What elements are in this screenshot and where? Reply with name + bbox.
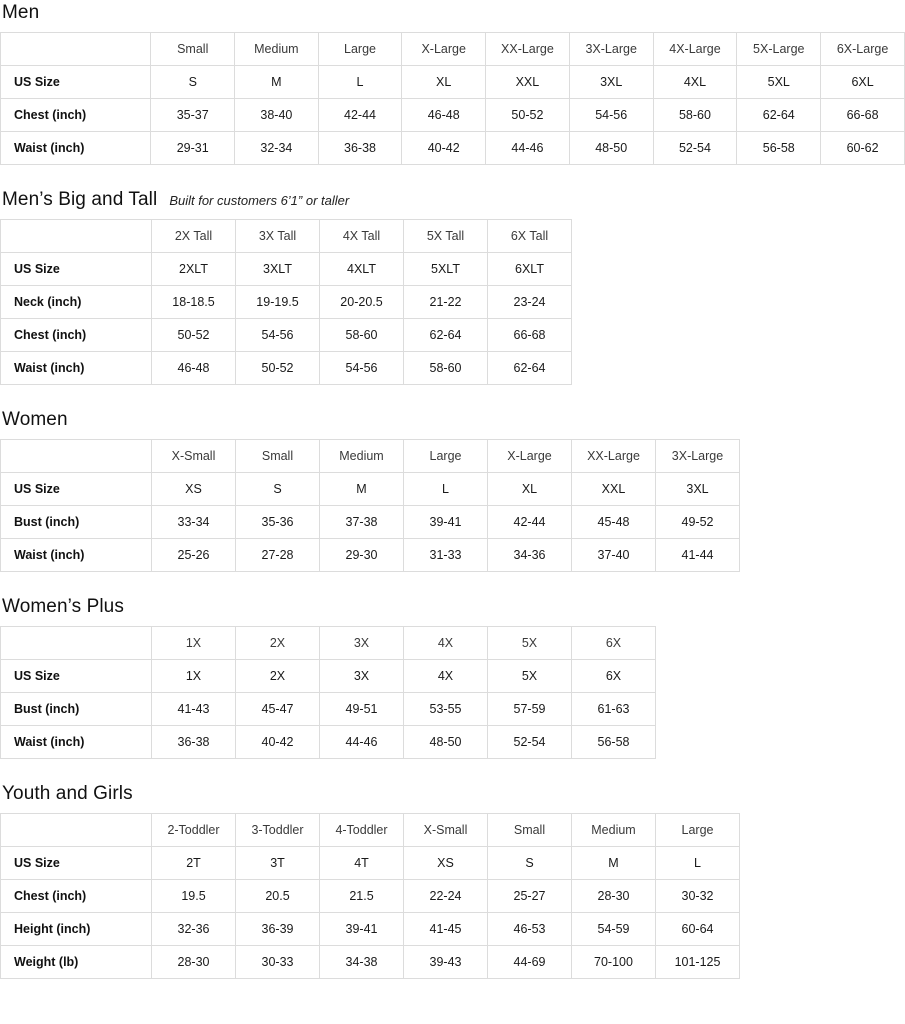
size-table: [0, 813, 740, 979]
measurement-cell: 28-30: [152, 946, 236, 979]
measurement-cell: 54-56: [236, 319, 320, 352]
measurement-cell: XL: [402, 66, 486, 99]
measurement-cell: L: [656, 847, 740, 880]
table-row: [1, 352, 572, 385]
row-header: Height (inch): [1, 913, 152, 946]
measurement-cell: 37-40: [572, 539, 656, 572]
column-header: 2X: [236, 627, 320, 660]
table-row: [1, 847, 740, 880]
measurement-cell: 33-34: [152, 506, 236, 539]
measurement-cell: 46-48: [152, 352, 236, 385]
measurement-cell: 22-24: [404, 880, 488, 913]
row-header: US Size: [1, 253, 152, 286]
table-header-row: [1, 220, 572, 253]
measurement-cell: 27-28: [236, 539, 320, 572]
measurement-cell: 3XL: [569, 66, 653, 99]
measurement-cell: 34-38: [320, 946, 404, 979]
measurement-cell: 44-69: [488, 946, 572, 979]
measurement-cell: 62-64: [737, 99, 821, 132]
measurement-cell: 58-60: [653, 99, 737, 132]
table-row: [1, 253, 572, 286]
column-header: 3X Tall: [236, 220, 320, 253]
measurement-cell: 4XL: [653, 66, 737, 99]
column-header: 3X: [320, 627, 404, 660]
measurement-cell: 29-31: [151, 132, 235, 165]
measurement-cell: 62-64: [404, 319, 488, 352]
table-corner-cell: [1, 627, 152, 660]
row-header: US Size: [1, 660, 152, 693]
measurement-cell: 5X: [488, 660, 572, 693]
column-header: 6X Tall: [488, 220, 572, 253]
measurement-cell: 32-36: [152, 913, 236, 946]
measurement-cell: 5XL: [737, 66, 821, 99]
measurement-cell: 66-68: [821, 99, 905, 132]
table-header-row: [1, 627, 656, 660]
column-header: 1X: [152, 627, 236, 660]
table-row: [1, 693, 656, 726]
column-header: 3-Toddler: [236, 814, 320, 847]
measurement-cell: 2X: [236, 660, 320, 693]
measurement-cell: 19-19.5: [236, 286, 320, 319]
column-header: X-Large: [488, 440, 572, 473]
row-header: Chest (inch): [1, 99, 151, 132]
column-header: 2-Toddler: [152, 814, 236, 847]
measurement-cell: 66-68: [488, 319, 572, 352]
measurement-cell: 25-26: [152, 539, 236, 572]
table-row: [1, 286, 572, 319]
column-header: 4-Toddler: [320, 814, 404, 847]
size-table: [0, 32, 905, 165]
measurement-cell: 18-18.5: [152, 286, 236, 319]
measurement-cell: 36-39: [236, 913, 320, 946]
table-header-row: [1, 440, 740, 473]
measurement-cell: 45-47: [236, 693, 320, 726]
measurement-cell: 49-52: [656, 506, 740, 539]
size-section: [0, 0, 905, 165]
measurement-cell: 52-54: [488, 726, 572, 759]
measurement-cell: M: [235, 66, 319, 99]
row-header: Chest (inch): [1, 880, 152, 913]
measurement-cell: 60-64: [656, 913, 740, 946]
size-section: [0, 781, 905, 979]
measurement-cell: S: [151, 66, 235, 99]
column-header: Medium: [572, 814, 656, 847]
measurement-cell: XS: [404, 847, 488, 880]
row-header: Chest (inch): [1, 319, 152, 352]
column-header: Small: [488, 814, 572, 847]
column-header: 4X-Large: [653, 33, 737, 66]
table-row: [1, 66, 905, 99]
measurement-cell: 6XL: [821, 66, 905, 99]
measurement-cell: 57-59: [488, 693, 572, 726]
measurement-cell: 50-52: [486, 99, 570, 132]
measurement-cell: 36-38: [318, 132, 402, 165]
measurement-cell: 37-38: [320, 506, 404, 539]
table-row: [1, 506, 740, 539]
section-header: [0, 0, 905, 32]
column-header: 5X-Large: [737, 33, 821, 66]
table-row: [1, 473, 740, 506]
measurement-cell: 46-53: [488, 913, 572, 946]
row-header: US Size: [1, 847, 152, 880]
measurement-cell: M: [572, 847, 656, 880]
measurement-cell: 3XLT: [236, 253, 320, 286]
column-header: 5X Tall: [404, 220, 488, 253]
measurement-cell: 4XLT: [320, 253, 404, 286]
measurement-cell: 58-60: [404, 352, 488, 385]
table-row: [1, 132, 905, 165]
measurement-cell: XL: [488, 473, 572, 506]
measurement-cell: 49-51: [320, 693, 404, 726]
table-corner-cell: [1, 814, 152, 847]
size-table: [0, 439, 740, 572]
measurement-cell: S: [236, 473, 320, 506]
measurement-cell: 39-43: [404, 946, 488, 979]
measurement-cell: 40-42: [402, 132, 486, 165]
column-header: 3X-Large: [569, 33, 653, 66]
measurement-cell: 6X: [572, 660, 656, 693]
measurement-cell: 46-48: [402, 99, 486, 132]
column-header: 3X-Large: [656, 440, 740, 473]
measurement-cell: 41-45: [404, 913, 488, 946]
measurement-cell: 58-60: [320, 319, 404, 352]
table-row: [1, 319, 572, 352]
measurement-cell: 36-38: [152, 726, 236, 759]
table-corner-cell: [1, 220, 152, 253]
measurement-cell: 44-46: [486, 132, 570, 165]
measurement-cell: 42-44: [488, 506, 572, 539]
measurement-cell: 6XLT: [488, 253, 572, 286]
measurement-cell: L: [318, 66, 402, 99]
measurement-cell: 54-59: [572, 913, 656, 946]
measurement-cell: 70-100: [572, 946, 656, 979]
measurement-cell: 39-41: [320, 913, 404, 946]
row-header: Bust (inch): [1, 506, 152, 539]
measurement-cell: 32-34: [235, 132, 319, 165]
table-header-row: [1, 814, 740, 847]
table-row: [1, 660, 656, 693]
row-header: Bust (inch): [1, 693, 152, 726]
measurement-cell: 52-54: [653, 132, 737, 165]
row-header: US Size: [1, 66, 151, 99]
section-title: Women’s Plus: [2, 596, 124, 617]
measurement-cell: 38-40: [235, 99, 319, 132]
column-header: Small: [151, 33, 235, 66]
measurement-cell: 29-30: [320, 539, 404, 572]
section-header: [0, 407, 905, 439]
table-row: [1, 539, 740, 572]
row-header: Waist (inch): [1, 132, 151, 165]
column-header: XX-Large: [572, 440, 656, 473]
size-table: [0, 219, 572, 385]
table-corner-cell: [1, 33, 151, 66]
size-section: [0, 407, 905, 572]
measurement-cell: 56-58: [572, 726, 656, 759]
column-header: 6X: [572, 627, 656, 660]
measurement-cell: 20-20.5: [320, 286, 404, 319]
column-header: XX-Large: [486, 33, 570, 66]
size-section: [0, 594, 905, 759]
measurement-cell: S: [488, 847, 572, 880]
table-corner-cell: [1, 440, 152, 473]
measurement-cell: 35-36: [236, 506, 320, 539]
measurement-cell: 23-24: [488, 286, 572, 319]
measurement-cell: 31-33: [404, 539, 488, 572]
measurement-cell: 28-30: [572, 880, 656, 913]
measurement-cell: 54-56: [569, 99, 653, 132]
table-row: [1, 726, 656, 759]
measurement-cell: 61-63: [572, 693, 656, 726]
measurement-cell: 25-27: [488, 880, 572, 913]
section-title: Women: [2, 409, 68, 430]
column-header: Small: [236, 440, 320, 473]
column-header: X-Small: [152, 440, 236, 473]
measurement-cell: 1X: [152, 660, 236, 693]
measurement-cell: 4T: [320, 847, 404, 880]
measurement-cell: XS: [152, 473, 236, 506]
section-header: [0, 594, 905, 626]
measurement-cell: 35-37: [151, 99, 235, 132]
measurement-cell: 60-62: [821, 132, 905, 165]
size-table: [0, 626, 656, 759]
row-header: Waist (inch): [1, 539, 152, 572]
row-header: Waist (inch): [1, 726, 152, 759]
measurement-cell: 30-33: [236, 946, 320, 979]
measurement-cell: 53-55: [404, 693, 488, 726]
measurement-cell: 2XLT: [152, 253, 236, 286]
measurement-cell: 30-32: [656, 880, 740, 913]
measurement-cell: 2T: [152, 847, 236, 880]
measurement-cell: 20.5: [236, 880, 320, 913]
measurement-cell: 62-64: [488, 352, 572, 385]
column-header: 5X: [488, 627, 572, 660]
table-row: [1, 99, 905, 132]
column-header: Medium: [235, 33, 319, 66]
row-header: Waist (inch): [1, 352, 152, 385]
row-header: Weight (lb): [1, 946, 152, 979]
column-header: 6X-Large: [821, 33, 905, 66]
measurement-cell: 5XLT: [404, 253, 488, 286]
column-header: Medium: [320, 440, 404, 473]
section-header: [0, 187, 905, 219]
measurement-cell: 44-46: [320, 726, 404, 759]
column-header: Large: [656, 814, 740, 847]
measurement-cell: 21.5: [320, 880, 404, 913]
measurement-cell: 3XL: [656, 473, 740, 506]
column-header: 2X Tall: [152, 220, 236, 253]
section-title: Men: [2, 2, 40, 23]
measurement-cell: 39-41: [404, 506, 488, 539]
size-section: [0, 187, 905, 385]
measurement-cell: 40-42: [236, 726, 320, 759]
column-header: Large: [404, 440, 488, 473]
measurement-cell: L: [404, 473, 488, 506]
row-header: Neck (inch): [1, 286, 152, 319]
measurement-cell: 56-58: [737, 132, 821, 165]
section-title: Men’s Big and Tall: [2, 189, 158, 210]
measurement-cell: 4X: [404, 660, 488, 693]
section-subtitle: Built for customers 6’1” or taller: [169, 193, 350, 208]
measurement-cell: 3X: [320, 660, 404, 693]
measurement-cell: 19.5: [152, 880, 236, 913]
column-header: X-Small: [404, 814, 488, 847]
table-row: [1, 913, 740, 946]
measurement-cell: 41-43: [152, 693, 236, 726]
section-title: Youth and Girls: [2, 783, 133, 804]
table-row: [1, 880, 740, 913]
column-header: 4X Tall: [320, 220, 404, 253]
column-header: Large: [318, 33, 402, 66]
section-header: [0, 781, 905, 813]
measurement-cell: M: [320, 473, 404, 506]
measurement-cell: 34-36: [488, 539, 572, 572]
measurement-cell: 45-48: [572, 506, 656, 539]
measurement-cell: XXL: [572, 473, 656, 506]
measurement-cell: 48-50: [404, 726, 488, 759]
measurement-cell: 48-50: [569, 132, 653, 165]
measurement-cell: 21-22: [404, 286, 488, 319]
measurement-cell: 3T: [236, 847, 320, 880]
measurement-cell: 50-52: [236, 352, 320, 385]
measurement-cell: 101-125: [656, 946, 740, 979]
measurement-cell: 50-52: [152, 319, 236, 352]
row-header: US Size: [1, 473, 152, 506]
measurement-cell: 42-44: [318, 99, 402, 132]
measurement-cell: 54-56: [320, 352, 404, 385]
column-header: 4X: [404, 627, 488, 660]
table-header-row: [1, 33, 905, 66]
measurement-cell: XXL: [486, 66, 570, 99]
table-row: [1, 946, 740, 979]
column-header: X-Large: [402, 33, 486, 66]
measurement-cell: 41-44: [656, 539, 740, 572]
